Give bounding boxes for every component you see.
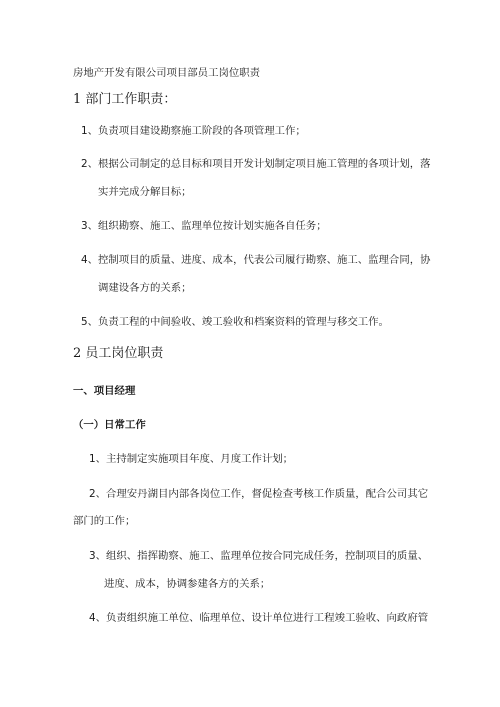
list-item-continuation: 实并完成分解目标；: [98, 186, 192, 198]
list-item: 3、组织勘察、施工、监理单位按计划实施各自任务；: [81, 220, 327, 232]
list-item-continuation: 调建设各方的关系；: [98, 282, 192, 294]
list-item: 1、主持制定实施项目年度、月度工作计划；: [89, 453, 294, 465]
subheading-project-manager: 一、项目经理: [73, 385, 136, 397]
list-item: 2、根据公司制定的总目标和项目开发计划制定项目施工管理的各项计划，落: [81, 158, 431, 170]
list-item-continuation: 部门的工作；: [73, 515, 136, 527]
list-item: 1、负责项目建设勘察施工阶段的各项管理工作；: [81, 125, 306, 137]
list-item: 4、负责组织施工单位、临理单位、设计单位进行工程竣工验收、向政府管: [89, 612, 429, 624]
document-title: 房地产开发有限公司项目部员工岗位职责: [73, 67, 261, 79]
list-item: 4、控制项目的质量、进度、成本，代表公司履行勘察、施工、监理合同，协: [81, 254, 431, 266]
list-item-continuation: 进度、成本，协调参建各方的关系；: [104, 578, 271, 590]
subheading-daily-work: （一）日常工作: [73, 419, 146, 431]
section-heading-2: 2 员工岗位职责: [73, 346, 164, 361]
list-item: 2、合理安丹湖目内部各岗位工作，督促检查考核工作质量，配合公司其它: [89, 488, 429, 500]
list-item: 5、负责工程的中间验收、竣工验收和档案资料的管理与移交工作。: [81, 316, 389, 328]
list-item: 3、组织、指挥勘察、施工、监理单位按合同完成任务，控制项目的质量、: [89, 550, 429, 562]
section-heading-1: 1 部门工作职责：: [73, 92, 177, 107]
